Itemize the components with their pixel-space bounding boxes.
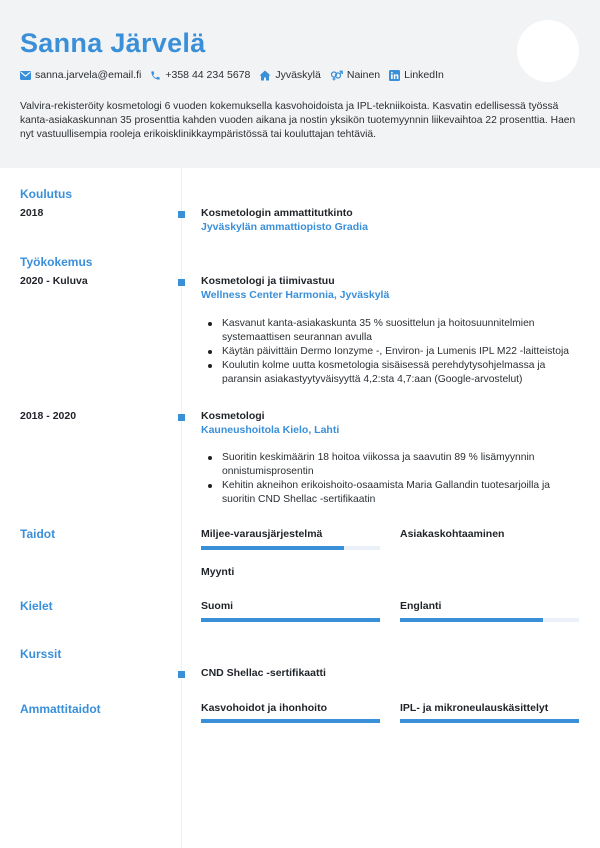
experience-date: 2020 - Kuluva (20, 275, 88, 287)
email-text: sanna.jarvela@email.fi (35, 69, 142, 81)
contact-gender (330, 69, 380, 81)
professional-skill-name: IPL- ja mikroneulauskäsittelyt (400, 702, 549, 714)
skill-level-fill (201, 546, 344, 550)
language-level-bar (201, 618, 380, 622)
experience-title: Kosmetologi (201, 410, 265, 422)
experience-title: Kosmetologi ja tiimivastuu (201, 275, 335, 287)
achievement-item: Suoritin keskimäärin 18 hoitoa viikossa ja saavutin 89 % lisämyynnin onnistumisprosentin (207, 451, 577, 479)
skill-name: Miljee-varausjärjestelmä (201, 528, 323, 540)
contact-linkedin[interactable] (389, 69, 444, 81)
language-name: Suomi (201, 600, 234, 612)
experience-achievements (207, 451, 577, 507)
envelope-icon (20, 71, 31, 80)
contact-bar (20, 69, 453, 81)
gender-text: Nainen (346, 69, 381, 81)
professional-skill-bar (201, 719, 380, 723)
section-professional-skills-title: Ammattitaidot (20, 702, 101, 716)
experience-date: 2018 - 2020 (20, 410, 77, 422)
experience-employer: Kauneushoitola Kielo, Lahti (201, 424, 340, 436)
contact-location (259, 69, 321, 81)
section-languages-title: Kielet (20, 599, 53, 613)
professional-skill-fill (400, 719, 579, 723)
professional-skill-name: Kasvohoidot ja ihonhoito (201, 702, 327, 714)
course-name: CND Shellac -sertifikaatti (201, 667, 326, 679)
section-courses-title: Kurssit (20, 647, 62, 661)
timeline-marker (178, 671, 185, 678)
education-title: Kosmetologin ammattitutkinto (201, 207, 353, 219)
timeline-marker (178, 279, 185, 286)
language-level-fill (201, 618, 380, 622)
candidate-name: Sanna Järvelä (20, 28, 206, 58)
phone-text: +358 44 234 5678 (165, 69, 251, 81)
skill-level-bar (201, 546, 380, 550)
section-experience-title: Työkokemus (20, 255, 93, 269)
linkedin-icon (389, 70, 400, 81)
gender-icon (330, 70, 343, 81)
education-school: Jyväskylän ammattiopisto Gradia (201, 221, 368, 233)
contact-email[interactable] (20, 69, 141, 81)
achievement-item: Käytän päivittäin Dermo Ionzyme -, Environ- ja Lumenis IPL M22 -laitteistoja (207, 345, 577, 359)
profile-summary: Valvira-rekisteröity kosmetologi 6 vuoden kokemuksella kasvohoidoista ja IPL-tekniikoista. Kasvatin edellisessä työssä kanta-asiakaskunnan 35 prosenttia kahden vuoden aikana ja nostin yksikön tuotemyynnin liikevaihtoa 22 prosenttia. Haen nyt vastuullisempia rooleja erikoisklinikkaympäristössä tai kouluttajan tehtäviä. (20, 101, 576, 140)
contact-phone[interactable] (150, 69, 250, 81)
profile-photo (517, 20, 579, 82)
professional-skill-bar (400, 719, 579, 723)
timeline-marker (178, 414, 185, 421)
language-level-fill (400, 618, 543, 622)
timeline-marker (178, 211, 185, 218)
achievement-item: Kehitin akneihon erikoishoito-osaamista Maria Gallandin tuotesarjoilla ja suoritin CND Shellac -sertifikaatin (207, 479, 577, 507)
phone-icon (150, 70, 161, 81)
language-level-bar (400, 618, 579, 622)
experience-employer: Wellness Center Harmonia, Jyväskylä (201, 289, 390, 301)
achievement-item: Kasvanut kanta-asiakaskunta 35 % suosittelun ja hoitosuunnitelmien systemaattisen seurannan avulla (207, 317, 577, 345)
achievement-item: Koulutin kolme uutta kosmetologia sisäisessä perehdytysohjelmassa ja paransin asiakastyytyväisyyttä 4,2:sta 4,7:aan (Google-arvostelut) (207, 359, 577, 387)
section-skills-title: Taidot (20, 527, 56, 541)
section-education-title: Koulutus (20, 187, 72, 201)
location-text: Jyväskylä (275, 69, 321, 81)
linkedin-text: LinkedIn (404, 69, 444, 81)
professional-skill-fill (201, 719, 380, 723)
language-name: Englanti (400, 600, 442, 612)
skill-name: Asiakaskohtaaminen (400, 528, 505, 540)
education-date: 2018 (20, 207, 44, 219)
experience-achievements (207, 317, 577, 387)
profile-header (0, 0, 600, 168)
home-icon (259, 70, 271, 81)
timeline-divider (181, 168, 182, 848)
skill-name: Myynti (201, 566, 235, 578)
